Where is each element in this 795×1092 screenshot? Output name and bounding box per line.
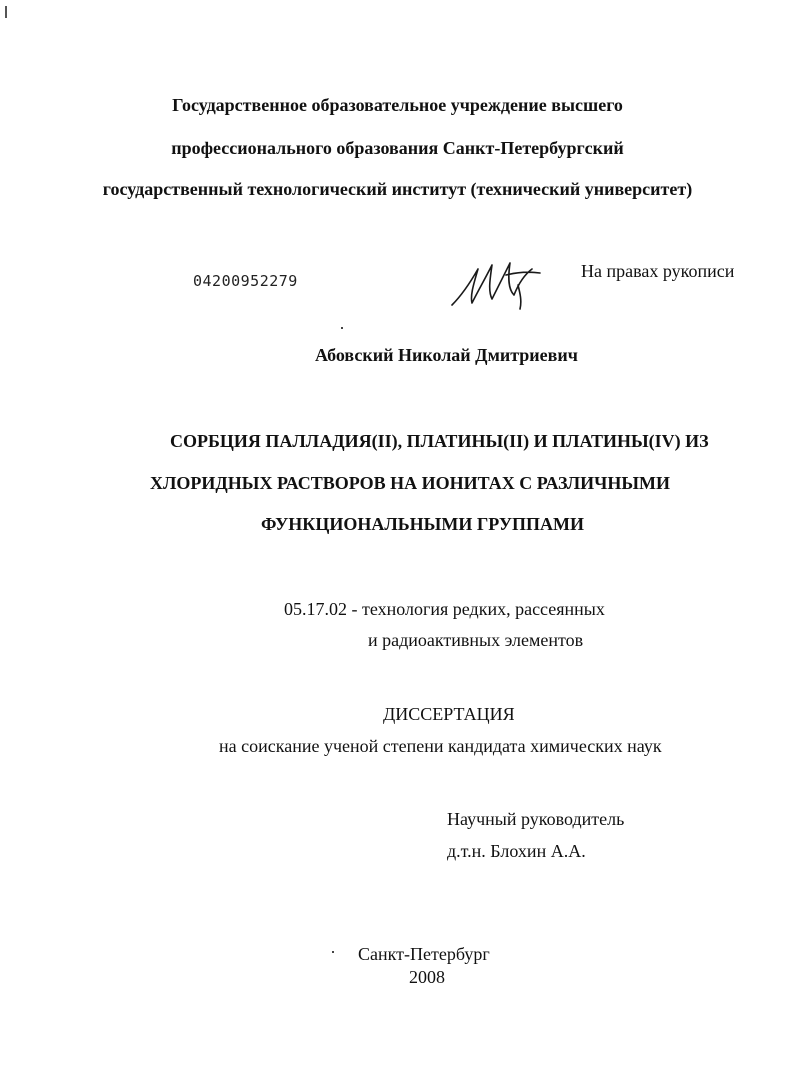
degree: на соискание ученой степени кандидата химических наук bbox=[219, 736, 662, 756]
institution-line-3: государственный технологический институт (технический университет) bbox=[102, 179, 693, 199]
title-line-3: ФУНКЦИОНАЛЬНЫМИ ГРУППАМИ bbox=[261, 514, 585, 534]
document-type: ДИССЕРТАЦИЯ bbox=[383, 704, 515, 724]
signature-icon bbox=[448, 255, 548, 311]
inventory-number: 04200952279 bbox=[193, 272, 298, 290]
scan-speck bbox=[332, 951, 334, 953]
supervisor-name: д.т.н. Блохин А.А. bbox=[447, 841, 586, 861]
place: Санкт-Петербург bbox=[358, 944, 490, 964]
year: 2008 bbox=[409, 967, 445, 987]
specialty-line-2: и радиоактивных элементов bbox=[368, 630, 584, 650]
manuscript-rights: На правах рукописи bbox=[581, 261, 735, 281]
supervisor-label: Научный руководитель bbox=[447, 809, 625, 829]
title-line-2: ХЛОРИДНЫХ РАСТВОРОВ НА ИОНИТАХ С РАЗЛИЧНЫМИ bbox=[150, 473, 671, 493]
institution-line-2: профессионального образования Санкт-Петербургский bbox=[171, 138, 624, 158]
scan-edge-mark bbox=[5, 6, 7, 18]
institution-line-1: Государственное образовательное учреждение высшего bbox=[172, 95, 623, 115]
title-line-1: СОРБЦИЯ ПАЛЛАДИЯ(II), ПЛАТИНЫ(II) И ПЛАТИНЫ(IV) ИЗ bbox=[170, 431, 709, 451]
author-name: Абовский Николай Дмитриевич bbox=[315, 345, 578, 365]
specialty-line-1: 05.17.02 - технология редких, рассеянных bbox=[284, 599, 605, 619]
scan-speck bbox=[341, 327, 343, 329]
